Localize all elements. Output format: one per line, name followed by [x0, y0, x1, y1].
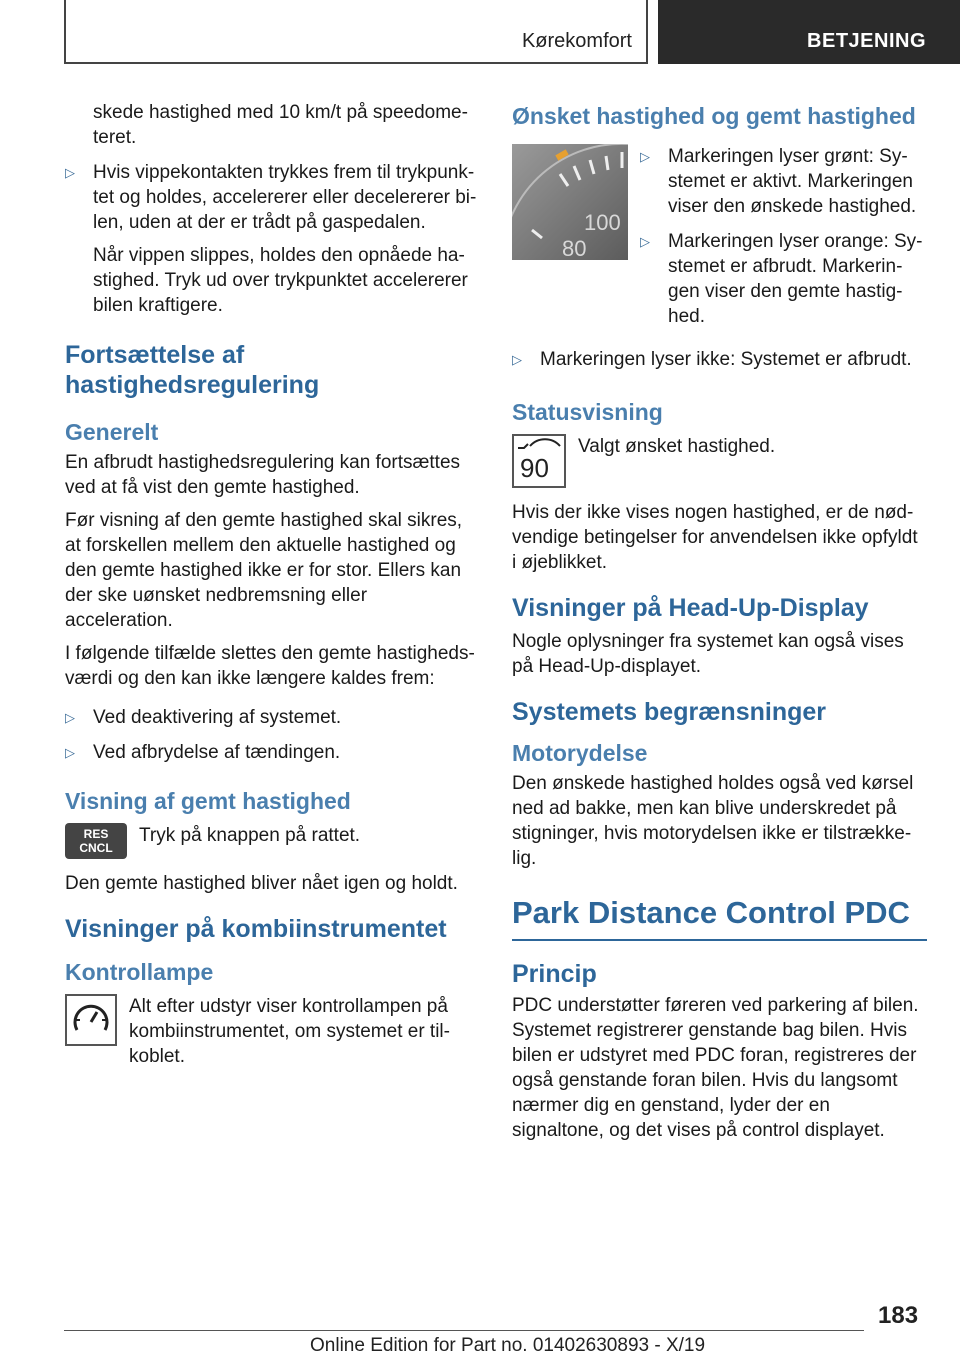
bullet-rocker-text: Hvis vippekontakten trykkes frem til trykpunk‐tet og holdes, accelererer eller decelererer bi‐len, uden at der er trådt på gaspedalen. [93, 162, 477, 233]
paragraph-speed-resumed: Den gemte hastighed bliver nået igen og holdt. [65, 873, 458, 894]
bullet-green: Markeringen lyser grønt: Sy‐stemet er aktivt. Markeringen viser den ønskede hastighed. [668, 146, 917, 217]
paragraph-principle: PDC understøtter føreren ved parkering af bilen. Systemet registrerer genstande bag bilen. Hvis bilen er udstyret med PDC foran, registreres der også genstande foran bilen. Hvis du langsomt nærmer dig en genstand, lyder der en signaltone, og det vises på control displayet. [512, 995, 919, 1141]
heading-instrument-cluster: Visninger på kombiinstrumentet [65, 915, 447, 943]
gauge-row [512, 144, 927, 339]
bullet-triangle-icon: ▷ [640, 149, 650, 164]
intro-continuation: skede hastighed med 10 km/t på speedome‐teret. [93, 102, 468, 148]
heading-show-saved-speed: Visning af gemt hastighed [65, 788, 351, 814]
paragraph-status: Valgt ønsket hastighed. [578, 436, 776, 457]
bullet-rocker-subtext: Når vippen slippes, holdes den opnåede ha‐stighed. Tryk ud over trykpunktet accelererer bilen kraftigere. [93, 245, 468, 316]
status-row [512, 434, 927, 488]
page-number: 183 [878, 1302, 919, 1329]
desired-speed-icon [512, 434, 566, 488]
bullet-triangle-icon: ▷ [512, 352, 522, 367]
heading-status-display: Statusvisning [512, 399, 663, 425]
bullet-triangle-icon: ▷ [65, 745, 75, 760]
heading-desired-saved-speed: Ønsket hastighed og gemt hastighed [512, 103, 916, 129]
header-chapter-title: BETJENING [807, 30, 926, 52]
bullet-triangle-icon: ▷ [65, 710, 75, 725]
status-speed-number: 90 [520, 453, 549, 483]
heading-general: Generelt [65, 419, 159, 445]
heading-indicator-lamp: Kontrollampe [65, 959, 214, 985]
bullet-triangle-icon: ▷ [640, 234, 650, 249]
list-item [65, 160, 480, 318]
header-section-title: Kørekomfort [521, 30, 632, 52]
list-item [512, 347, 927, 372]
bullet-deactivation: Ved deaktivering af systemet. [93, 707, 342, 728]
list-item [65, 740, 480, 765]
paragraph-general-1: En afbrudt hastighedsregulering kan fortsættes ved at få vist den gemte hastighed. [65, 452, 461, 498]
cncl-label: CNCL [79, 841, 113, 855]
header-chapter-tab [658, 0, 960, 64]
cruise-control-lamp-icon [65, 994, 117, 1046]
heading-pdc: Park Distance Control PDC [512, 893, 927, 941]
res-label: RES [83, 827, 109, 841]
paragraph-general-3: I følgende tilfælde slettes den gemte hastigheds‐værdi og den kan ikke længere kaldes frem: [65, 643, 475, 689]
heading-principle: Princip [512, 960, 597, 988]
bullet-triangle-icon: ▷ [65, 165, 75, 180]
bullet-not-lit: Markeringen lyser ikke: Systemet er afbrudt. [540, 349, 912, 370]
footer-edition: Online Edition for Part no. 01402630893 - X/19 [310, 1335, 706, 1356]
paragraph-press-button: Tryk på knappen på rattet. [139, 825, 361, 846]
heading-engine-power: Motorydelse [512, 740, 648, 766]
lamp-row [65, 994, 480, 1069]
paragraph-status-2: Hvis der ikke vises nogen hastighed, er de nød‐vendige betingelser for anvendelsen ikke opfyldt i øjeblikket. [512, 502, 918, 573]
list-item [640, 144, 927, 219]
res-button-row [65, 823, 480, 859]
list-item [65, 705, 480, 730]
bullet-ignition: Ved afbrydelse af tændingen. [93, 742, 341, 763]
paragraph-general-2: Før visning af den gemte hastighed skal sikres, at forskellen mellem den aktuelle hastighed og den gemte hastighed ikke er for stor. Ellers kan der ske uønsket nedbremsning eller acceleration. [65, 510, 463, 631]
footer-divider [64, 1330, 864, 1331]
heading-system-limits: Systemets begrænsninger [512, 698, 826, 726]
heading-hud: Visninger på Head-Up-Display [512, 594, 869, 622]
paragraph-engine: Den ønskede hastighed holdes også ved kørsel ned ad bakke, men kan blive underskredet på stigninger, hvis motorydelsen ikke er tilstrække‐lig. [512, 773, 914, 869]
list-item [640, 229, 927, 329]
bullet-orange: Markeringen lyser orange: Sy‐stemet er afbrudt. Markerin‐gen viser den gemte hastig‐hed. [668, 231, 923, 327]
gauge-number-80: 80 [562, 236, 587, 260]
heading-continue-cruise: Fortsættelse af hastighedsregulering [65, 341, 320, 399]
left-column [65, 100, 480, 1081]
res-cncl-button-icon [65, 823, 127, 859]
paragraph-lamp: Alt efter udstyr viser kontrollampen på kombiinstrumentet, om systemet er til‐koblet. [129, 996, 450, 1067]
right-column [512, 102, 927, 1151]
header-section-box [64, 0, 648, 64]
gauge-number-100: 100 [584, 210, 621, 235]
speedometer-image [512, 144, 628, 260]
paragraph-hud: Nogle oplysninger fra systemet kan også vises på Head-Up-displayet. [512, 631, 904, 677]
